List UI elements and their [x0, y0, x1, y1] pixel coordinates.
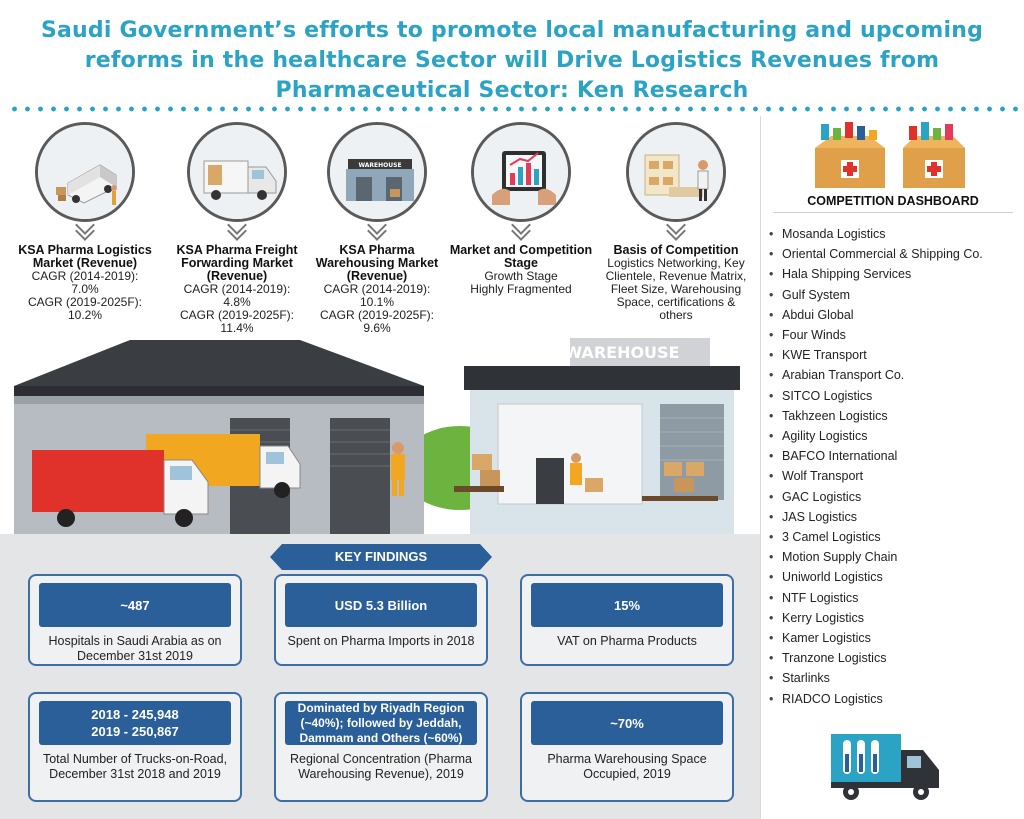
company-item	[769, 547, 983, 567]
company-item	[769, 325, 983, 345]
finding-desc: VAT on Pharma Products	[557, 634, 697, 648]
delivery-van-icon	[35, 122, 135, 222]
finding-card	[520, 574, 734, 666]
company-name: Arabian Transport Co.	[782, 368, 905, 383]
metric-line: CAGR (2019-2025F):	[319, 308, 435, 322]
company-item	[769, 446, 983, 466]
bullet-icon: •	[769, 610, 774, 625]
metric-line: Highly Fragmented	[470, 282, 572, 296]
bullet-icon: •	[769, 429, 774, 444]
metric-line: 9.6%	[363, 321, 391, 335]
bullet-icon: •	[769, 530, 774, 545]
company-name: KWE Transport	[782, 348, 867, 363]
competition-dashboard	[760, 116, 1024, 819]
packing-worker-icon	[626, 122, 726, 222]
company-item	[769, 386, 983, 406]
finding-card	[520, 692, 734, 802]
chevron-down-icon	[70, 224, 100, 242]
bullet-icon: •	[769, 509, 774, 524]
company-name: Agility Logistics	[782, 429, 868, 444]
bullet-icon: •	[769, 287, 774, 302]
delivery-truck-icon	[827, 728, 947, 802]
chevron-down-icon	[506, 224, 536, 242]
metric-line: Logistics Networking, Key Clientele, Revenue Matrix, Fleet Size, Warehousing Space, certifications & others	[605, 256, 747, 322]
finding-value	[39, 701, 231, 745]
chevron-down-icon	[222, 224, 252, 242]
bullet-icon: •	[769, 227, 774, 241]
bullet-icon: •	[769, 408, 774, 423]
company-item	[769, 588, 983, 608]
finding-desc: Pharma Warehousing Space Occupied, 2019	[547, 752, 707, 781]
finding-value: 15%	[531, 583, 723, 627]
finding-card	[28, 692, 242, 802]
company-name: RIADCO Logistics	[782, 691, 883, 706]
company-item	[769, 628, 983, 648]
company-name: Four Winds	[782, 328, 846, 343]
metric-heading: KSA Pharma Freight Forwarding Market (Revenue)	[176, 243, 298, 283]
warehouse-illustration	[0, 338, 760, 534]
company-name: JAS Logistics	[782, 509, 858, 524]
company-name: Mosanda Logistics	[782, 227, 886, 241]
company-item	[769, 608, 983, 628]
bullet-icon: •	[769, 691, 774, 706]
company-name: Wolf Transport	[782, 469, 864, 484]
finding-desc: Spent on Pharma Imports in 2018	[287, 634, 475, 648]
company-name: Abdui Global	[782, 307, 854, 322]
company-name: Oriental Commercial & Shipping Co.	[782, 247, 983, 262]
metric-line: CAGR (2014-2019):	[31, 269, 139, 283]
key-findings-banner	[270, 544, 492, 570]
company-item	[769, 567, 983, 587]
company-name: Takhzeen Logistics	[782, 408, 888, 423]
metric-market-stage	[446, 122, 596, 296]
metric-line: CAGR (2014-2019):	[183, 282, 291, 296]
metric-heading: KSA Pharma Warehousing Market (Revenue)	[315, 243, 439, 283]
company-list	[769, 224, 983, 709]
metric-line: 10.2%	[67, 308, 103, 322]
finding-desc: Hospitals in Saudi Arabia as on December 31st 2019	[48, 634, 222, 663]
bullet-icon: •	[769, 489, 774, 504]
company-item	[769, 305, 983, 325]
company-item	[769, 244, 983, 264]
finding-value-line: 2018 - 245,948	[91, 707, 179, 722]
metric-line: 4.8%	[223, 295, 251, 309]
company-item	[769, 365, 983, 385]
company-name: Hala Shipping Services	[782, 267, 912, 282]
dotted-divider	[8, 106, 1018, 112]
medicine-boxes-icon	[811, 122, 971, 190]
company-item	[769, 689, 983, 709]
company-name: Kamer Logistics	[782, 631, 871, 646]
bullet-icon: •	[769, 590, 774, 605]
warehouse-sign: WAREHOUSE	[564, 343, 680, 362]
company-name: GAC Logistics	[782, 489, 862, 504]
bullet-icon: •	[769, 449, 774, 464]
bullet-icon: •	[769, 328, 774, 343]
warehouse-icon	[327, 122, 427, 222]
bullet-icon: •	[769, 550, 774, 565]
key-findings-label: KEY FINDINGS	[282, 544, 480, 570]
metric-line: 11.4%	[220, 321, 254, 335]
company-item	[769, 345, 983, 365]
metric-heading: KSA Pharma Logistics Market (Revenue)	[18, 243, 152, 270]
chevron-down-icon	[661, 224, 691, 242]
page-title: Saudi Government’s efforts to promote local manufacturing and upcoming reforms in the healthcare Sector will Drive Logistics Revenues from Pharmaceutical Sector: Ken Research	[40, 18, 984, 103]
header	[0, 0, 1024, 112]
finding-value: ~70%	[531, 701, 723, 745]
bullet-icon: •	[769, 307, 774, 322]
truck-icon	[187, 122, 287, 222]
company-name: Starlinks	[782, 671, 830, 686]
finding-card	[274, 574, 488, 666]
metric-line: CAGR (2019-2025F):	[179, 308, 295, 322]
finding-card	[274, 692, 488, 802]
company-name: Tranzone Logistics	[782, 651, 887, 666]
metric-line: 7.0%	[71, 282, 99, 296]
bullet-icon: •	[769, 247, 774, 262]
bullet-icon: •	[769, 651, 774, 666]
metric-line: 10.1%	[359, 295, 395, 309]
company-item	[769, 507, 983, 527]
metric-basis-of-competition	[600, 122, 752, 322]
company-item	[769, 426, 983, 446]
company-item	[769, 527, 983, 547]
bullet-icon: •	[769, 671, 774, 686]
company-item	[769, 487, 983, 507]
metric-line: CAGR (2019-2025F):	[27, 295, 143, 309]
bullet-icon: •	[769, 388, 774, 403]
company-item	[769, 406, 983, 426]
company-item	[769, 224, 983, 244]
key-findings-section	[0, 534, 760, 819]
metric-warehousing	[302, 122, 452, 335]
chevron-down-icon	[362, 224, 392, 242]
company-name: Motion Supply Chain	[782, 550, 898, 565]
metric-line: CAGR (2014-2019):	[323, 282, 431, 296]
company-name: Kerry Logistics	[782, 610, 864, 625]
bullet-icon: •	[769, 570, 774, 585]
left-panel	[0, 116, 760, 819]
dashboard-title: COMPETITION DASHBOARD	[807, 194, 979, 208]
metric-heading: Basis of Competition	[613, 243, 739, 257]
small-warehouse-sign: WAREHOUSE	[358, 162, 402, 169]
divider	[773, 212, 1013, 213]
company-name: Uniworld Logistics	[782, 570, 883, 585]
metric-pharma-logistics	[10, 122, 160, 322]
finding-value: Dominated by Riyadh Region (~40%); followed by Jeddah, Dammam and Others (~60%)	[285, 701, 477, 745]
company-name: Gulf System	[782, 287, 851, 302]
metric-heading: Market and Competition Stage	[449, 243, 593, 270]
finding-desc: Total Number of Trucks-on-Road, December 31st 2018 and 2019	[42, 752, 228, 781]
company-item	[769, 264, 983, 284]
finding-value: USD 5.3 Billion	[285, 583, 477, 627]
finding-value-line: 2019 - 250,867	[91, 724, 179, 739]
bullet-icon: •	[769, 368, 774, 383]
finding-desc: Regional Concentration (Pharma Warehousing Revenue), 2019	[289, 752, 473, 781]
company-name: 3 Camel Logistics	[782, 530, 881, 545]
company-item	[769, 285, 983, 305]
tablet-chart-icon	[471, 122, 571, 222]
bullet-icon: •	[769, 348, 774, 363]
finding-value: ~487	[39, 583, 231, 627]
finding-card	[28, 574, 242, 666]
company-item	[769, 648, 983, 668]
bullet-icon: •	[769, 469, 774, 484]
metric-line: Growth Stage	[484, 269, 558, 283]
company-name: NTF Logistics	[782, 590, 859, 605]
company-name: SITCO Logistics	[782, 388, 873, 403]
company-item	[769, 668, 983, 688]
metric-freight-forwarding	[162, 122, 312, 335]
bullet-icon: •	[769, 631, 774, 646]
company-item	[769, 466, 983, 486]
company-name: BAFCO International	[782, 449, 898, 464]
bullet-icon: •	[769, 267, 774, 282]
